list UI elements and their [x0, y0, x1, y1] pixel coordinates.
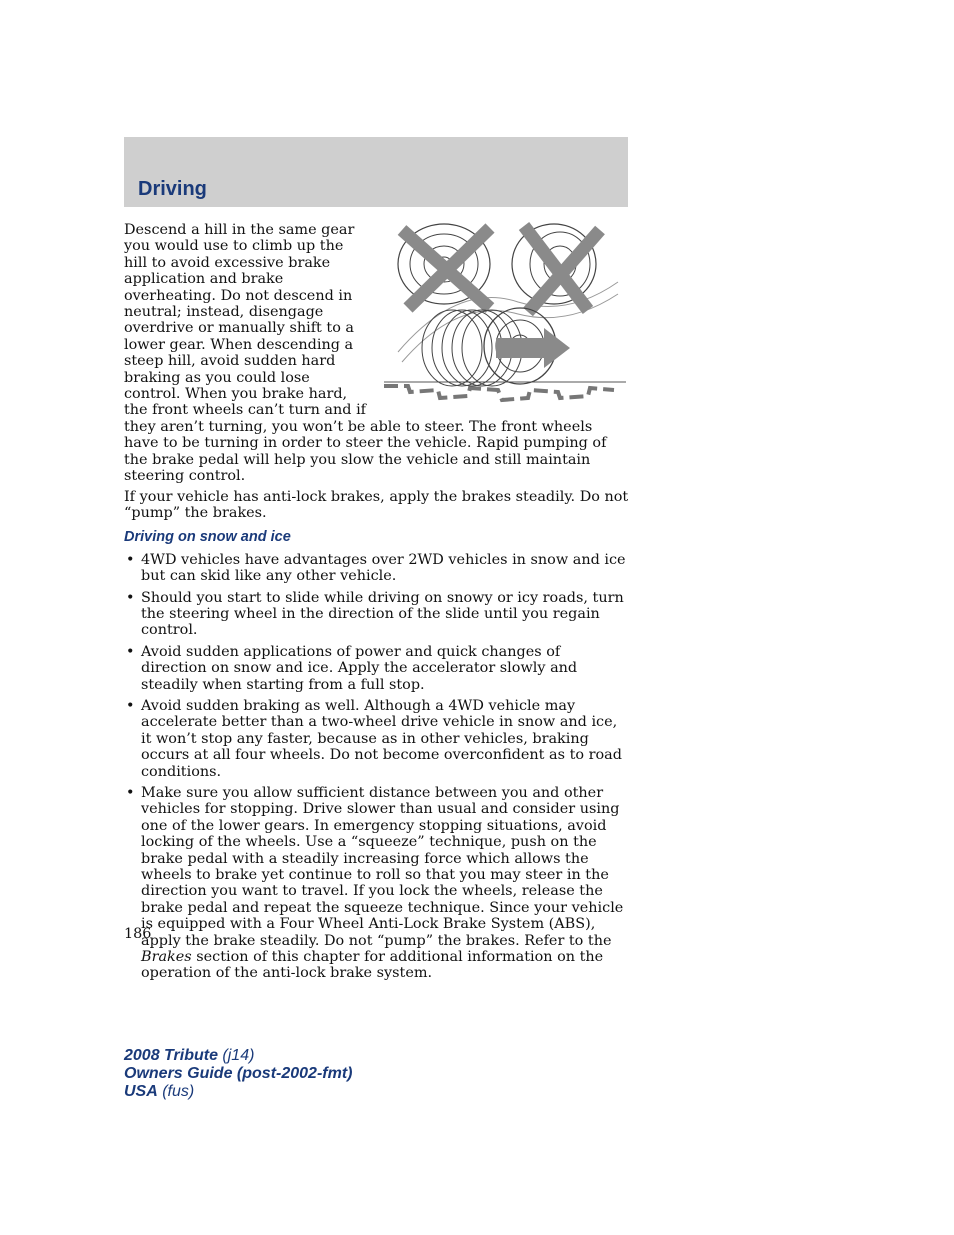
list-item: • Avoid sudden braking as well. Although a 4WD vehicle may accelerate better than a two-wheel drive vehicle in snow and ice, it won’t stop any faster, because as in other vehicles, braking occurs at all four wheels. Do not become overconfident as to road conditions.: [124, 698, 630, 780]
left-wheel-icon: [398, 224, 490, 308]
intro-paragraph: Descend a hill in the same gear you would use to climb up the hill to avoid excessive brake application and brake overheating. Do not descend in neutral; instead, disengage overdrive or manually shift to a lower gear. When descending a steep hill, avoid sudden hard braking as you could lose control. When you brake hard, the front wheels can’t turn and if they aren’t turning, you won’t be able to steer. The front wheels have to be turning in order to steer the vehicle. Rapid pumping of the brake pedal will help you slow the vehicle and still maintain steering control.: [124, 222, 607, 485]
chapter-header: [124, 137, 628, 207]
list-item-text: Make sure you allow sufficient distance between you and other vehicles for stopping. Drive slower than usual and consider using one of the lower gears. In emergency stopping situations, avoid locking of the wheels. Use a “squeeze” technique, push on the brake pedal with a steadily increasing force which allows the wheels to brake yet continue to roll so that you may steer in the direction you want to travel. If you lock the wheels, release the brake pedal and repeat the squeeze technique. Since your vehicle is equipped with a Four Wheel Anti-Lock Brake System (ABS), apply the brake steadily. Do not “pump” the brakes. Refer to the: [141, 785, 624, 949]
list-item-text: section of this chapter for additional information on the operation of the anti-lock brake system.: [141, 949, 604, 982]
list-item: • 4WD vehicles have advantages over 2WD vehicles in snow and ice but can skid like any other vehicle.: [124, 552, 630, 585]
footer-line: USA (fus): [124, 1083, 195, 1100]
list-item: • Avoid sudden applications of power and quick changes of direction on snow and ice. Apply the accelerator slowly and steadily when starting from a full stop.: [124, 644, 630, 693]
footer-line: 2008 Tribute (j14): [124, 1047, 255, 1064]
snow-ice-tips-list: [124, 552, 630, 982]
brakes-reference: Brakes: [141, 949, 192, 966]
document-footer: [124, 1047, 352, 1101]
page-content: [124, 222, 630, 987]
section-subheading: Driving on snow and ice: [124, 529, 291, 546]
page-number: 186: [124, 926, 152, 942]
list-item: [124, 785, 630, 982]
wheel-skid-icon: [378, 222, 630, 414]
direction-arrow-icon: [496, 328, 570, 368]
right-wheel-icon: [512, 224, 600, 312]
list-item: • Should you start to slide while driving on snowy or icy roads, turn the steering wheel in the direction of the slide until you regain control.: [124, 590, 630, 639]
abs-paragraph: If your vehicle has anti-lock brakes, apply the brakes steadily. Do not “pump” the brakes.: [124, 488, 629, 521]
chapter-title: Driving: [138, 178, 207, 200]
skidding-wheels-illustration: [378, 222, 630, 414]
footer-line: Owners Guide (post-2002-fmt): [124, 1065, 353, 1082]
